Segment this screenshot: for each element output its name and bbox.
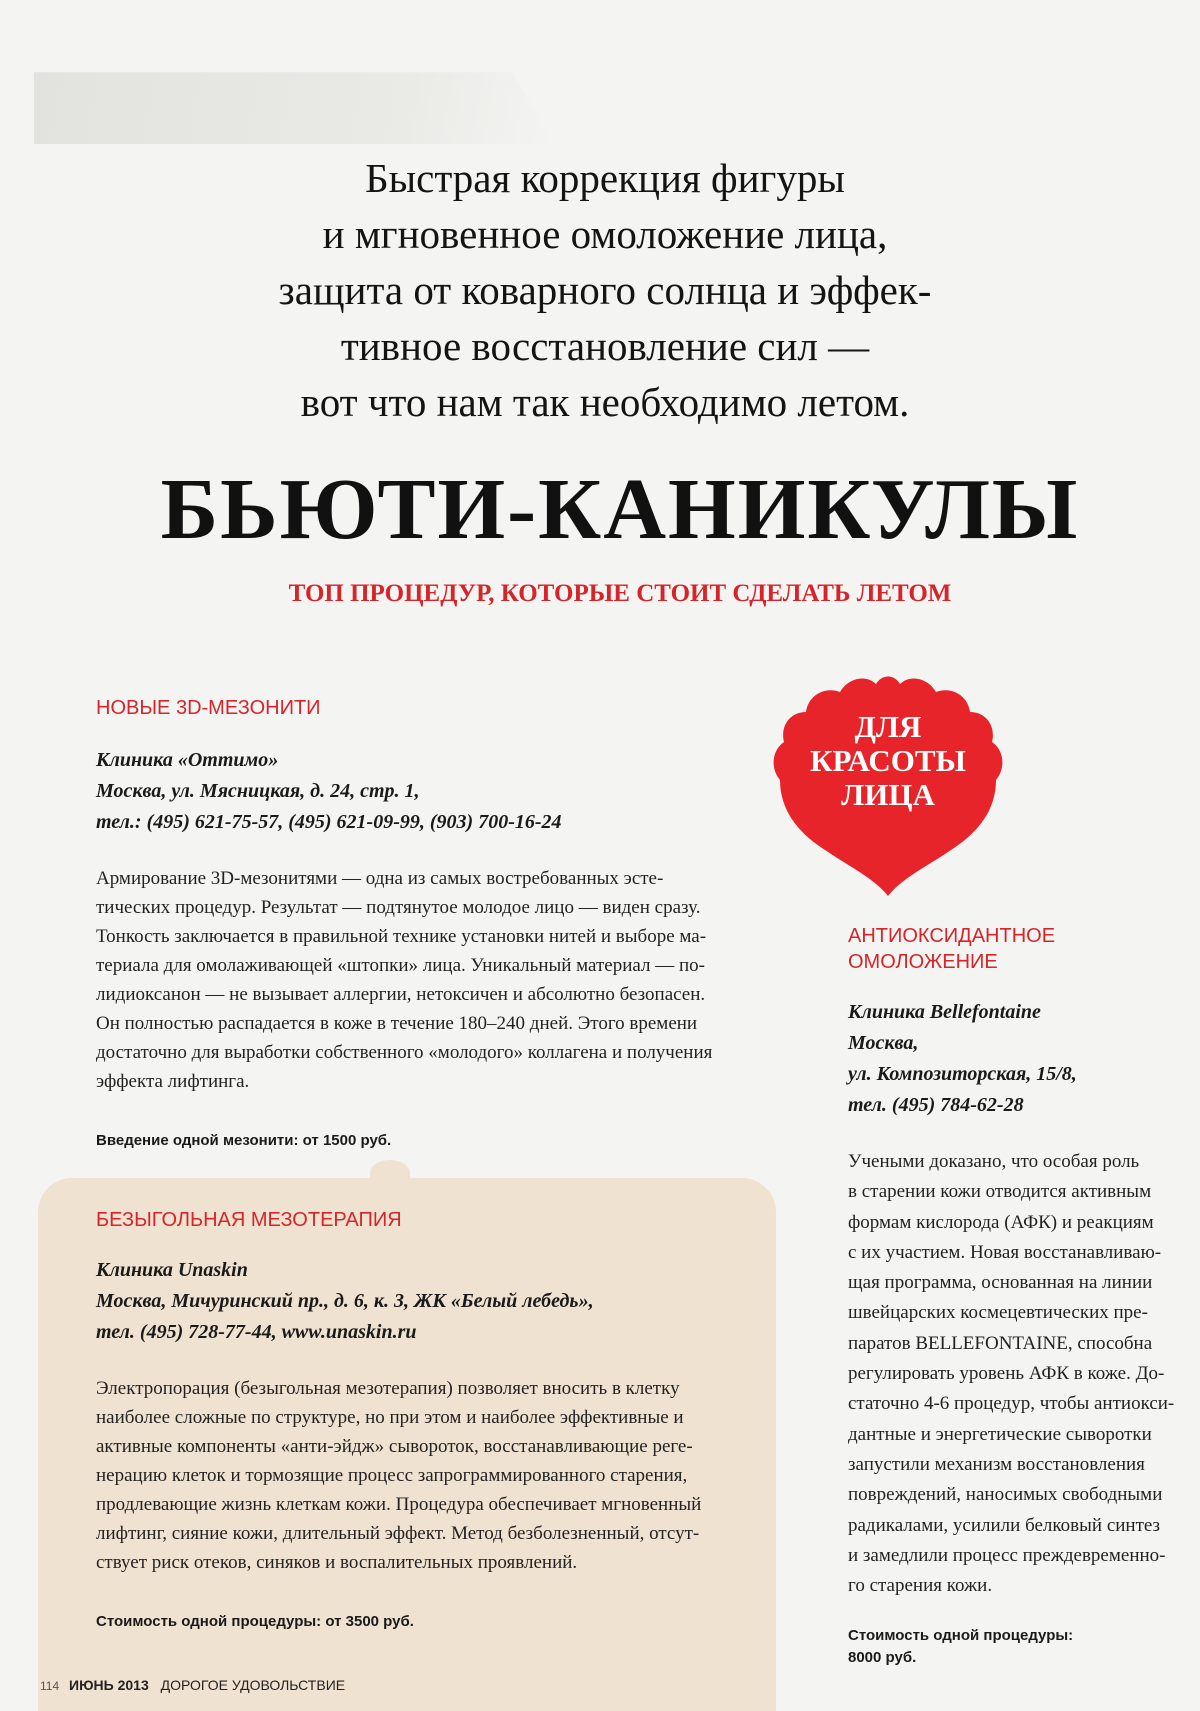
clinic-address: Москва, Мичуринский пр., д. 6, к. 3, ЖК «Белый лебедь», [96,1290,594,1312]
body-line: формам кислорода (АФК) и реакциям [848,1211,1154,1233]
price-label: Стоимость одной процедуры: [848,1627,1074,1645]
badge-line: ЛИЦА [841,777,935,812]
bleed-through-logo [34,52,554,144]
body-line: щая программа, основанная на линии [848,1272,1153,1294]
clinic-address: Москва, ул. Мясницкая, д. 24, стр. 1, [96,780,420,802]
body-line: Учеными доказано, что особая роль [848,1151,1140,1172]
clinic-name: Клиника Bellefontaine [848,1001,1041,1023]
price-line: Введение одной мезонити: от 1500 руб. [96,1132,392,1149]
body-line: наиболее сложные по структуре, но при этом и наиболее эффективные и [96,1407,684,1428]
body-line: паратов BELLEFONTAINE, способна [848,1332,1153,1354]
body-line: радикалами, усилили белковый синтез [848,1514,1161,1536]
section-antioxidant-rejuvenation [848,923,1178,1669]
body-line: дантные и энергетические сыворотки [848,1423,1152,1445]
price-line [848,1625,1178,1669]
clinic-address: ул. Композиторская, 15/8, [848,1063,1077,1085]
body-line: нерацию клеток и тормозящие процесс запрограммированного старения, [96,1465,688,1486]
section-heading: НОВЫЕ 3D-МЕЗОНИТИ [96,697,321,719]
body-line: лидиоксанон — не вызывает аллергии, нетоксичен и абсолютно безопасен. [96,984,706,1005]
clinic-info [96,1255,746,1348]
clinic-info [848,997,1178,1121]
face-beauty-badge [770,670,1006,902]
page-footer [40,1677,345,1693]
body-line: го старения кожи. [848,1575,993,1597]
clinic-phone: тел. (495) 784-62-28 [848,1094,1024,1116]
page-number: 114 [40,1679,60,1693]
clinic-phone: тел. (495) 728-77-44, www.unaskin.ru [96,1321,417,1343]
body-line: продлевающие жизнь клеткам кожи. Процедура обеспечивает мгновенный [96,1494,702,1515]
body-line: повреждений, наносимых свободными [848,1484,1163,1506]
section-heading [848,923,1178,975]
page-subtitle: ТОП ПРОЦЕДУР, КОТОРЫЕ СТОИТ СДЕЛАТЬ ЛЕТОМ [288,580,952,607]
body-line: териала для омолаживающей «штопки» лица. Уникальный материал — по- [96,955,705,976]
headline [170,150,1040,430]
body-line: лифтинг, сияние кожи, длительный эффект. Метод безболезненный, отсут- [96,1523,700,1544]
clinic-name: Клиника «Оттимо» [96,749,279,771]
body-line: Тонкость заключается в правильной технике установки нитей и выборе ма- [96,926,707,947]
headline-line: и мгновенное омоложение лица, [322,211,888,257]
section-3d-mesothreads [96,695,746,1152]
body-line: эффекта лифтинга. [96,1071,250,1092]
section-needle-free-mesotherapy [96,1207,746,1633]
body-line: активные компоненты «анти-эйдж» сывороток, восстанавливающие реге- [96,1436,693,1457]
issue-date: ИЮНЬ 2013 [69,1677,149,1693]
body-line: достаточно для выработки собственного «молодого» коллагена и получения [96,1042,713,1063]
section-heading: БЕЗЫГОЛЬНАЯ МЕЗОТЕРАПИЯ [96,1209,402,1231]
page-title: БЬЮТИ-КАНИКУЛЫ [160,460,1080,557]
body-line: регулировать уровень АФК в коже. До- [848,1363,1165,1385]
body-line: с их участием. Новая восстанавливаю- [848,1241,1162,1263]
heading-line: ОМОЛОЖЕНИЕ [848,951,998,973]
clinic-phone: тел.: (495) 621-75-57, (495) 621-09-99, (903) 700-16-24 [96,811,562,833]
badge-label [770,710,1006,812]
headline-line: тивное восстановление сил — [340,323,870,369]
clinic-info [96,745,746,838]
body-line: и замедлили процесс преждевременно- [848,1544,1166,1566]
magazine-name: ДОРОГОЕ УДОВОЛЬСТВИЕ [160,1677,346,1693]
section-body [96,864,746,1096]
body-line: Армирование 3D-мезонитями — одна из самых востребованных эсте- [96,868,664,889]
body-line: швейцарских космецевтических пре- [848,1302,1148,1324]
body-line: в старении кожи отводится активным [848,1181,1152,1203]
section-body [96,1374,746,1577]
body-line: статочно 4-6 процедур, чтобы антиокси- [848,1393,1175,1415]
clinic-city: Москва, [848,1032,919,1054]
headline-line: вот что нам так необходимо летом. [300,379,910,425]
price-line: Стоимость одной процедуры: от 3500 руб. [96,1613,414,1630]
price-value: 8000 руб. [848,1649,917,1667]
body-line: запустили механизм восстановления [848,1453,1145,1475]
body-line: тических процедур. Результат — подтянутое молодое лицо — виден сразу. [96,897,701,918]
clinic-name: Клиника Unaskin [96,1259,248,1281]
section-body [848,1147,1178,1601]
body-line: Он полностью распадается в коже в течение 180–240 дней. Этого времени [96,1013,698,1034]
body-line: ствует риск отеков, синяков и воспалительных проявлений. [96,1552,578,1573]
heading-line: АНТИОКСИДАНТНОЕ [848,925,1056,947]
headline-line: Быстрая коррекция фигуры [365,155,845,201]
body-line: Электропорация (безыгольная мезотерапия) позволяет вносить в клетку [96,1378,680,1399]
badge-line: КРАСОТЫ [810,743,966,778]
headline-line: защита от коварного солнца и эффек- [278,267,932,313]
badge-line: ДЛЯ [854,709,922,744]
